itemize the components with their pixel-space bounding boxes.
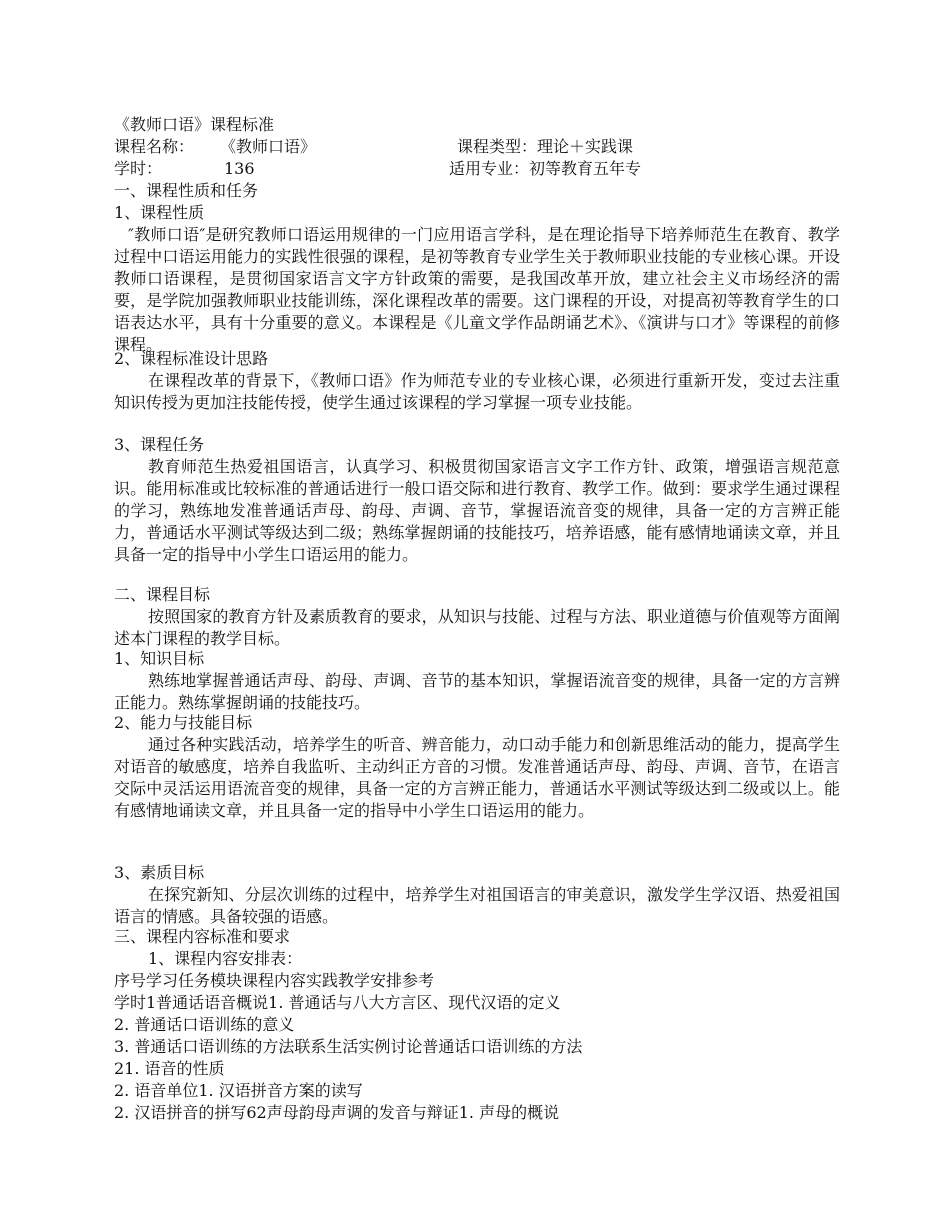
section-2-heading: 二、课程目标 <box>114 585 211 604</box>
content-table-line: 3. 普通话口语训练的方法联系生活实例讨论普通话口语训练的方法 <box>114 1037 583 1056</box>
subsection-heading: 3、课程任务 <box>114 435 205 454</box>
document-title: 《教师口语》课程标准 <box>114 115 275 134</box>
subsection-heading: 1、课程内容安排表： <box>148 949 303 968</box>
subsection-heading: 2、课程标准设计思路 <box>114 349 269 368</box>
course-type: 课程类型：理论＋实践课 <box>457 137 634 156</box>
course-name-label: 课程名称： <box>114 137 195 156</box>
paragraph-goals-intro: 按照国家的教育方针及素质教育的要求，从知识与技能、过程与方法、职业道德与价值观等方面阐述本门课程的教学目标。 <box>114 607 840 648</box>
paragraph-design-approach: 在课程改革的背景下，《教师口语》作为师范专业的专业核心课，必须进行重新开发，变过去注重知识传授为更加注技能传授，使学生通过该课程的学习掌握一项专业技能。 <box>114 371 840 412</box>
content-table-line: 序号学习任务模块课程内容实践教学安排参考 <box>114 971 435 990</box>
paragraph-course-tasks: 教育师范生热爱祖国语言，认真学习、积极贯彻国家语言文字工作方针、政策，增强语言规范意识。能用标准或比较标准的普通话进行一般口语交际和进行教育、教学工作。做到：要求学生通过课程的学习，熟练地发准普通话声母、韵母、声调、音节，掌握语流音变的规律，具备一定的方言辨正能力，普通话水平测试等级达到二级；熟练掌握朗诵的技能技巧，培养语感，能有感情地诵读文章，并且具备一定的指导中小学生口语运用的能力。 <box>114 457 840 564</box>
paragraph-quality-goals: 在探究新知、分层次训练的过程中，培养学生对祖国语言的审美意识，激发学生学汉语、热爱祖国语言的情感。具备较强的语感。 <box>114 885 840 926</box>
content-table-line: 21. 语音的性质 <box>114 1059 225 1078</box>
content-table-line: 学时1普通话语音概说1. 普通话与八大方言区、现代汉语的定义 <box>114 993 561 1012</box>
hours-label: 学时： <box>114 159 163 178</box>
subsection-heading: 3、素质目标 <box>114 863 205 882</box>
section-3-heading: 三、课程内容标准和要求 <box>114 927 291 946</box>
content-table-line: 2. 语音单位1. 汉语拼音方案的读写 <box>114 1081 363 1100</box>
section-1-heading: 一、课程性质和任务 <box>114 181 259 200</box>
course-name-value: 《教师口语》 <box>220 137 317 156</box>
content-table-line: 2. 普通话口语训练的意义 <box>114 1015 295 1034</box>
paragraph-knowledge-goals: 熟练地掌握普通话声母、韵母、声调、音节的基本知识，掌握语流音变的规律，具备一定的方言辨正能力。熟练掌握朗诵的技能技巧。 <box>114 671 840 712</box>
subsection-heading: 2、能力与技能目标 <box>114 713 253 732</box>
applicable-major: 适用专业：初等教育五年专 <box>449 159 642 178</box>
paragraph-course-nature: ″教师口语″是研究教师口语运用规律的一门应用语言学科，是在理论指导下培养师范生在教育、教学过程中口语运用能力的实践性很强的课程，是初等教育专业学生关于教师职业技能的专业核心课。开设教师口语课程，是贯彻国家语言文字方针政策的需要，是我国改革开放，建立社会主义市场经济的需要，是学院加强教师职业技能训练，深化课程改革的需要。这门课程的开设，对提高初等教育学生的口语表达水平，具有十分重要的意义。本课程是《儿童文学作品朗诵艺术》、《演讲与口才》等课程的前修课程。 <box>114 225 840 354</box>
paragraph-ability-goals: 通过各种实践活动，培养学生的听音、辨音能力，动口动手能力和创新思维活动的能力，提高学生对语音的敏感度，培养自我监听、主动纠正方音的习惯。发准普通话声母、韵母、声调、音节，在语言交际中灵活运用语流音变的规律，具备一定的方言辨正能力，普通话水平测试等级达到二级或以上。能有感情地诵读文章，并且具备一定的指导中小学生口语运用的能力。 <box>114 735 840 820</box>
subsection-heading: 1、课程性质 <box>114 203 205 222</box>
hours-value: 136 <box>224 159 255 178</box>
content-table-line: 2. 汉语拼音的拼写62声母韵母声调的发音与辩证1. 声母的概说 <box>114 1103 560 1122</box>
subsection-heading: 1、知识目标 <box>114 649 205 668</box>
